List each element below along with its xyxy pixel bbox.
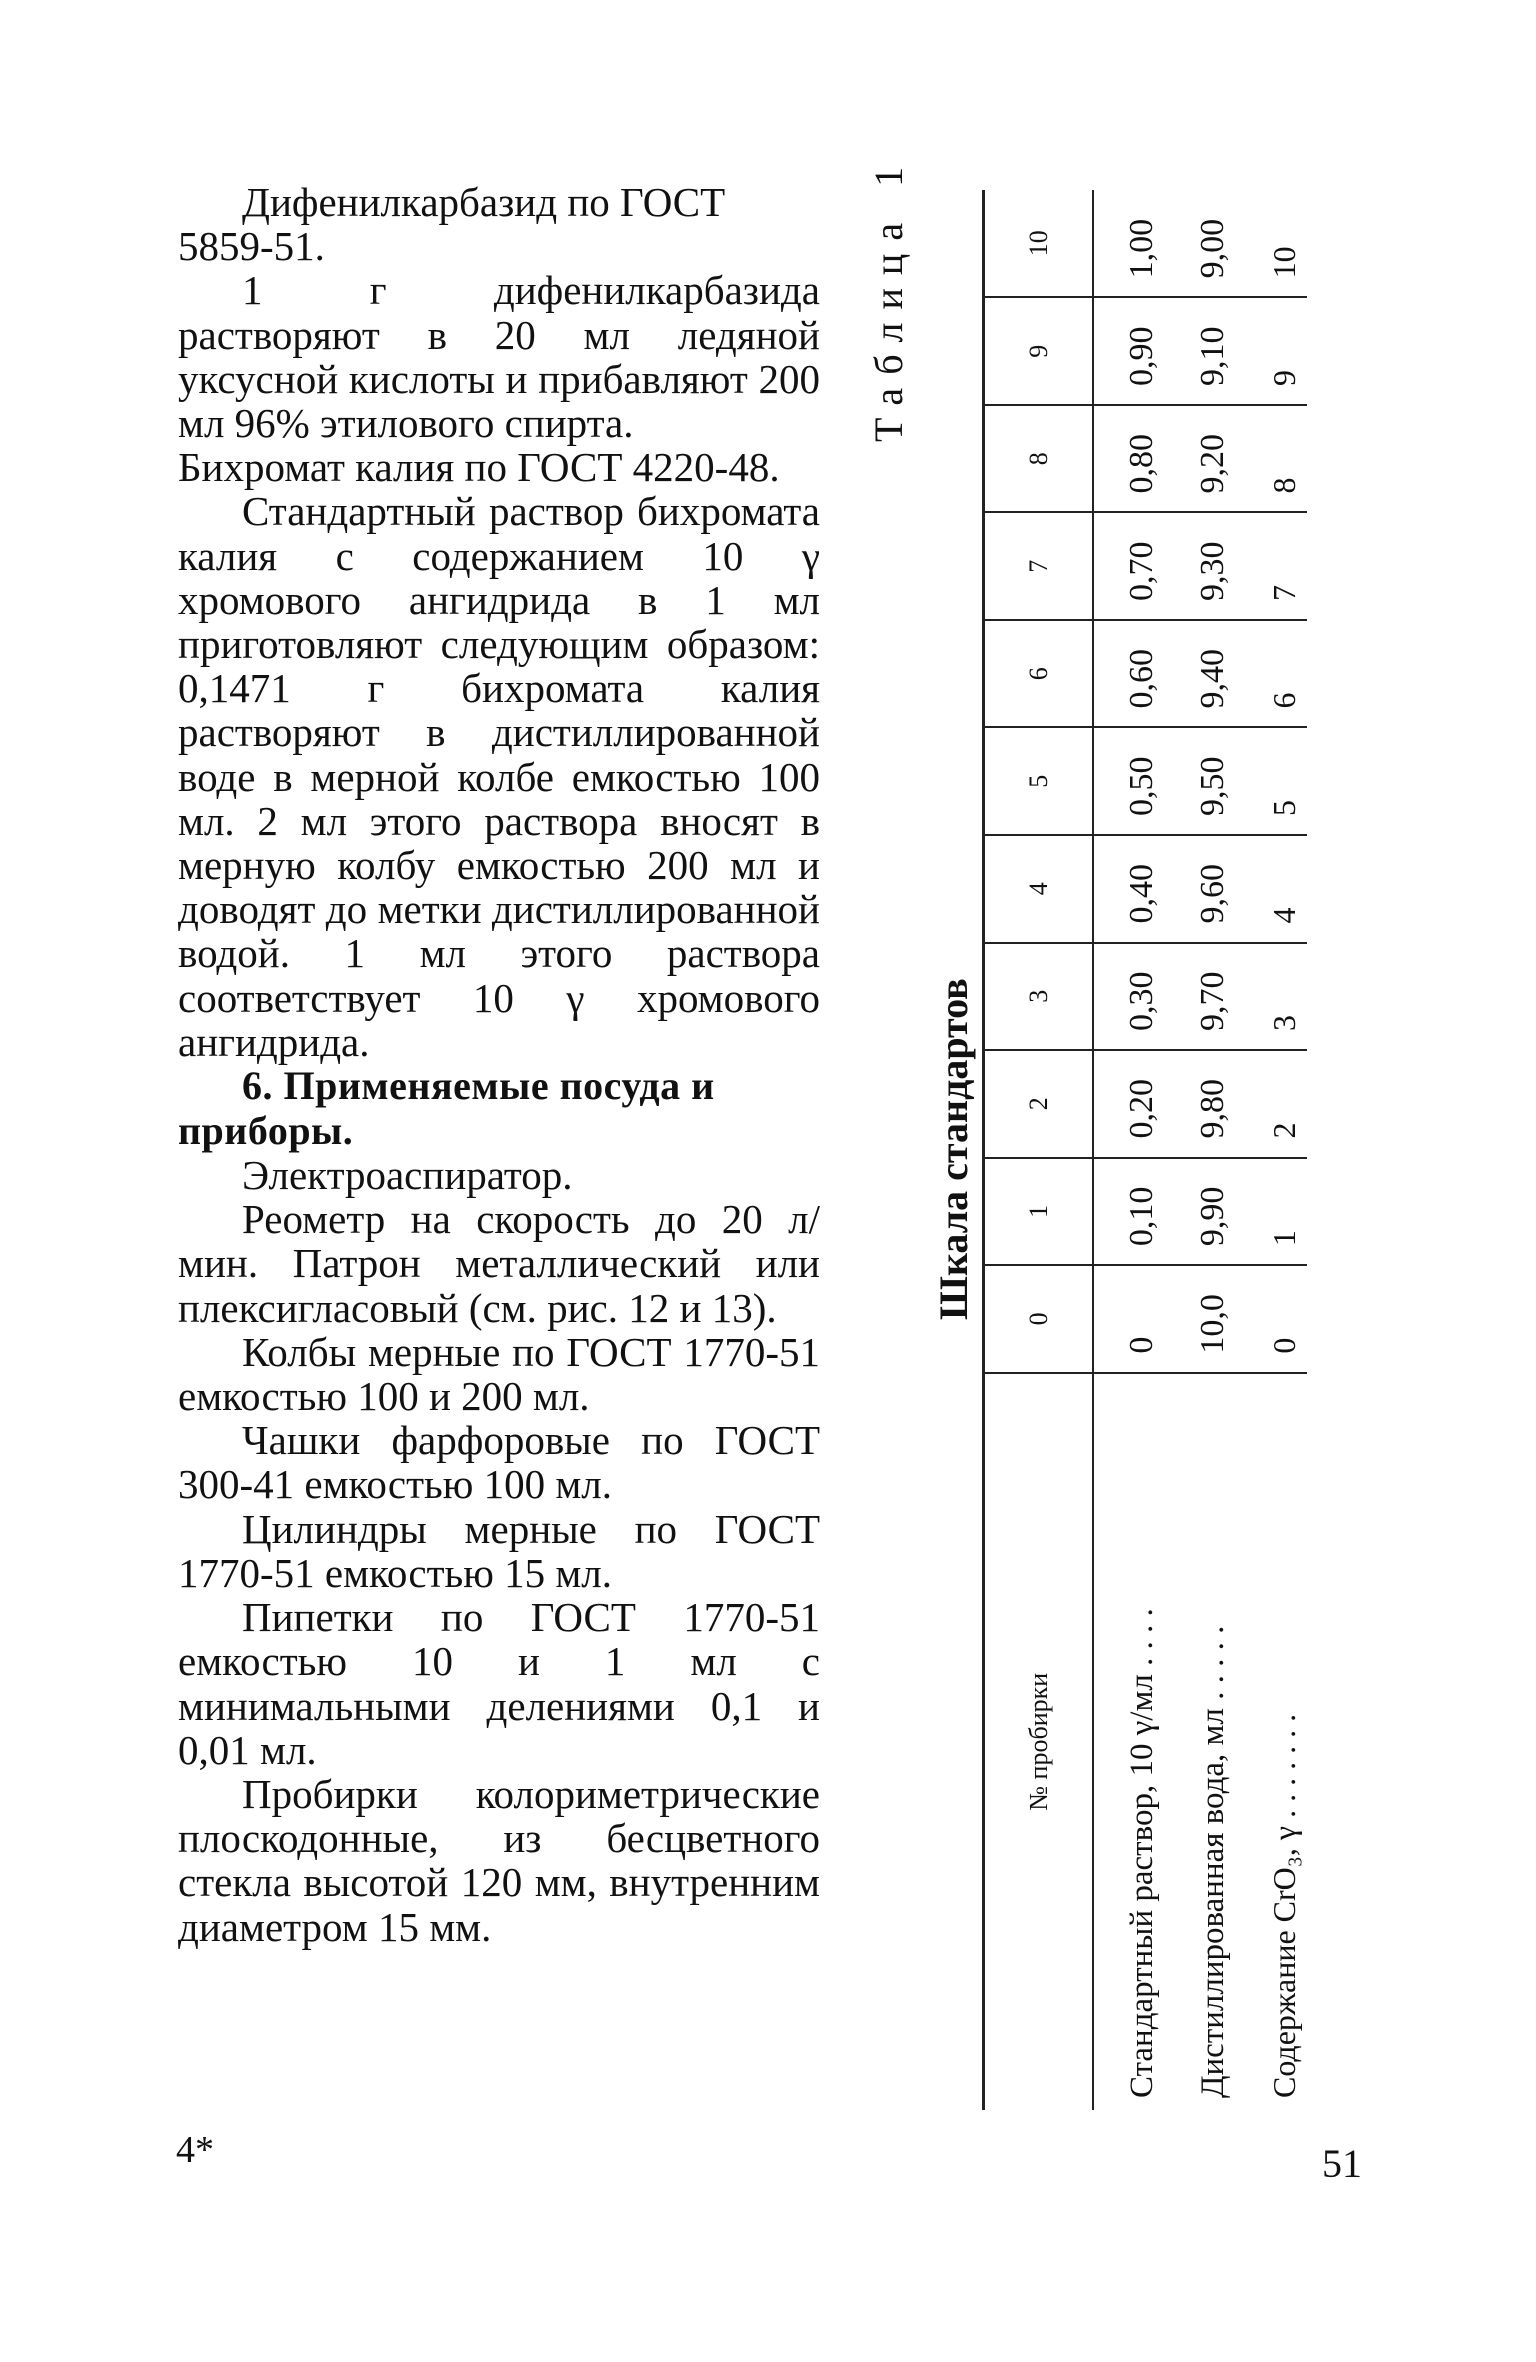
table-cell: 4 <box>1236 835 1307 943</box>
standards-table <box>982 190 1307 2110</box>
table-cell: 9,00 <box>1165 190 1236 297</box>
table-title: Шкала стандартов <box>931 978 976 1320</box>
table-cell: 10 <box>1236 190 1307 297</box>
table-cell: 8 <box>1236 405 1307 513</box>
header-cell: 8 <box>984 405 1094 513</box>
table-cell: 0,20 <box>1093 1050 1165 1158</box>
paragraph-rheometer: Реометр на скорость до 20 л/мин. Патрон металлический или плексигласовый (см. рис. 12 и 13). <box>178 1196 820 1331</box>
page-number: 51 <box>1322 2141 1362 2186</box>
paragraph-dishes: Чашки фарфоровые по ГОСТ 300-41 емкостью 100 мл. <box>178 1417 820 1508</box>
table-cell: 9,20 <box>1165 405 1236 513</box>
header-cell: 7 <box>984 512 1094 620</box>
table-cell: 9,30 <box>1165 512 1236 620</box>
paragraph-solution-prep: 1 г дифенилкарбазида растворяют в 20 мл ледяной уксусной кислоты и прибавляют 200 мл 96% этилового спирта. <box>178 267 820 447</box>
table-cell: 2 <box>1236 1050 1307 1158</box>
table-cell: 9,70 <box>1165 943 1236 1051</box>
table-cell: 0,80 <box>1093 405 1165 513</box>
paragraph-cylinders: Цилиндры мерные по ГОСТ 1770-51 емкостью 15 мл. <box>178 1505 820 1596</box>
table-cell: 10,0 <box>1165 1265 1236 1373</box>
header-cell: 9 <box>984 297 1094 405</box>
header-cell: 4 <box>984 835 1094 943</box>
table-cell: 9,90 <box>1165 1158 1236 1266</box>
table-row <box>1236 190 1307 2110</box>
paragraph-pipettes: Пипетки по ГОСТ 1770-51 емкостью 10 и 1 мл с минимальными делениями 0,1 и 0,01 мл. <box>178 1594 820 1773</box>
table-cell: 9,40 <box>1165 620 1236 728</box>
paragraph-test-tubes: Пробирки колориметрические плоскодонные, из бесцветного стекла высотой 120 мм, внутренним диаметром 15 мм. <box>178 1770 820 1950</box>
paragraph-electroaspirator: Электроаспиратор. <box>242 1152 573 1199</box>
table-cell: 5 <box>1236 727 1307 835</box>
table-cell: 9,80 <box>1165 1050 1236 1158</box>
row-label: Дистиллированная вода, мл . . . . . <box>1195 1625 1231 2098</box>
row-label: Стандартный раствор, 10 γ/мл . . . . <box>1124 1608 1160 2098</box>
table-cell: 0,90 <box>1093 297 1165 405</box>
row-label: Содержание CrO₃, γ . . . . . . . <box>1266 1713 1302 2098</box>
table-cell: 0 <box>1093 1265 1165 1373</box>
table-header-row <box>984 190 1094 2110</box>
header-cell: 1 <box>984 1158 1094 1266</box>
table-cell: 0,10 <box>1093 1158 1165 1266</box>
body-text <box>178 180 820 1949</box>
paragraph-flasks: Колбы мерные по ГОСТ 1770-51 емкостью 100 и 200 мл. <box>178 1328 820 1420</box>
table-cell: 0,50 <box>1093 727 1165 835</box>
table-cell: 1 <box>1236 1158 1307 1266</box>
table-row <box>1093 190 1165 2110</box>
paragraph-standard-solution: Стандартный раствор бихромата калия с содержанием 10 γ хромового ангидрида в 1 мл приготовляют следующим образом: 0,1471 г бихромата калия растворяют в дистиллированной воде в мерной колбе емкостью 100 мл. 2 мл этого раствора вносят в мерную колбу емкостью 200 мл и доводят до метки дистиллированной водой. 1 мл этого раствора соответствует 10 γ хромового ангидрида. <box>178 488 820 1065</box>
table-cell: 9,10 <box>1165 297 1236 405</box>
table-cell: 6 <box>1236 620 1307 728</box>
table-label: Таблица 1 <box>866 153 911 442</box>
standards-table-block <box>865 153 1365 2110</box>
table-cell: 9,60 <box>1165 835 1236 943</box>
header-cell: 5 <box>984 727 1094 835</box>
section-heading: 6. Применяемые посуда и приборы. <box>178 1063 715 1153</box>
table-cell: 9,50 <box>1165 727 1236 835</box>
table-cell: 0,40 <box>1093 835 1165 943</box>
table-row <box>1165 190 1236 2110</box>
paragraph-reagent-dichromate: Бихромат калия по ГОСТ 4220-48. <box>178 444 780 491</box>
paragraph-reagent-diphenylcarbazide: Дифенилкарбазид по ГОСТ 5859-51. <box>178 179 726 270</box>
header-cell: 10 <box>984 190 1094 297</box>
header-tube-number: № пробирки <box>984 1373 1094 2110</box>
table-cell: 0,60 <box>1093 620 1165 728</box>
table-cell: 0 <box>1236 1265 1307 1373</box>
header-cell: 6 <box>984 620 1094 728</box>
table-cell: 7 <box>1236 512 1307 620</box>
table-cell: 1,00 <box>1093 190 1165 297</box>
table-cell: 0,30 <box>1093 943 1165 1051</box>
header-cell: 2 <box>984 1050 1094 1158</box>
header-cell: 3 <box>984 943 1094 1051</box>
table-cell: 3 <box>1236 943 1307 1051</box>
signature-mark: 4* <box>176 2129 214 2171</box>
header-cell: 0 <box>984 1265 1094 1373</box>
table-cell: 0,70 <box>1093 512 1165 620</box>
table-cell: 9 <box>1236 297 1307 405</box>
